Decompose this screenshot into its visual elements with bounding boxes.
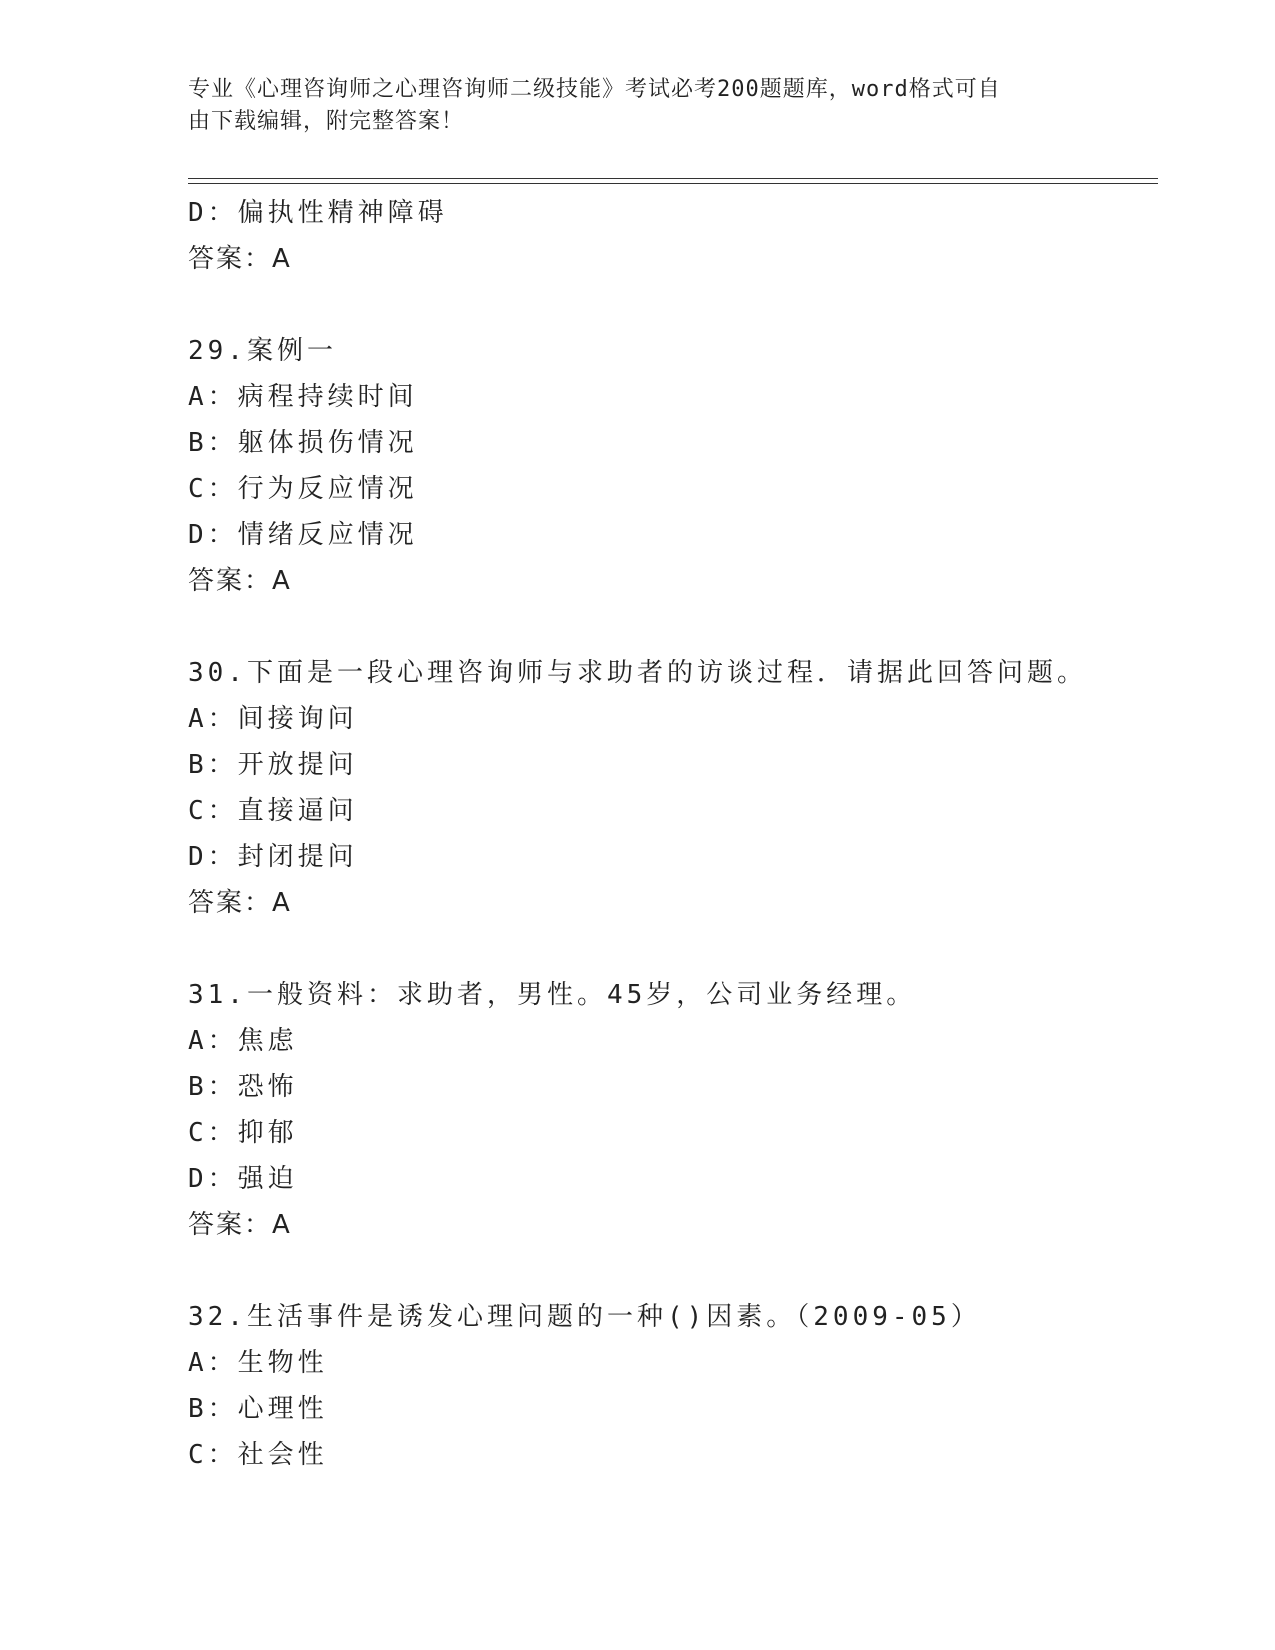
question-31 — [188, 972, 1148, 1248]
question-list — [188, 190, 1148, 1478]
answer-line: 答案：A — [188, 244, 292, 274]
question-stem: 32.生活事件是诱发心理问题的一种()因素。（2009-05） — [188, 1302, 981, 1332]
spacer — [188, 1248, 1148, 1294]
option-c: C：抑郁 — [188, 1118, 298, 1148]
spacer — [188, 282, 1148, 328]
question-stem: 31.一般资料：求助者，男性。45岁，公司业务经理。 — [188, 980, 917, 1010]
option-d: D：强迫 — [188, 1164, 298, 1194]
option-a: A：间接询问 — [188, 704, 358, 734]
option-a: A：病程持续时间 — [188, 382, 418, 412]
option-c: C：直接逼问 — [188, 796, 358, 826]
option-a: A：生物性 — [188, 1348, 328, 1378]
option-d: D：偏执性精神障碍 — [188, 198, 448, 228]
option-b: B：开放提问 — [188, 750, 358, 780]
option-a: A：焦虑 — [188, 1026, 298, 1056]
spacer — [188, 604, 1148, 650]
question-stem: 29.案例一 — [188, 336, 337, 366]
header-line-1: 专业《心理咨询师之心理咨询师二级技能》考试必考200题题库，word格式可自 — [188, 77, 1001, 102]
answer-line: 答案：A — [188, 1210, 292, 1240]
spacer — [188, 926, 1148, 972]
option-c: C：社会性 — [188, 1440, 328, 1470]
document-header — [188, 74, 1088, 138]
option-d: D：情绪反应情况 — [188, 520, 418, 550]
header-divider-top — [188, 178, 1158, 179]
question-30 — [188, 650, 1148, 926]
option-b: B：心理性 — [188, 1394, 328, 1424]
answer-line: 答案：A — [188, 888, 292, 918]
option-b: B：恐怖 — [188, 1072, 298, 1102]
answer-line: 答案：A — [188, 566, 292, 596]
question-29 — [188, 328, 1148, 604]
header-divider-bottom — [188, 183, 1158, 184]
question-stem: 30.下面是一段心理咨询师与求助者的访谈过程．请据此回答问题。 — [188, 658, 1087, 688]
option-c: C：行为反应情况 — [188, 474, 418, 504]
question-32 — [188, 1294, 1148, 1478]
option-d: D：封闭提问 — [188, 842, 358, 872]
option-b: B：躯体损伤情况 — [188, 428, 418, 458]
header-line-2: 由下载编辑，附完整答案！ — [188, 109, 465, 134]
